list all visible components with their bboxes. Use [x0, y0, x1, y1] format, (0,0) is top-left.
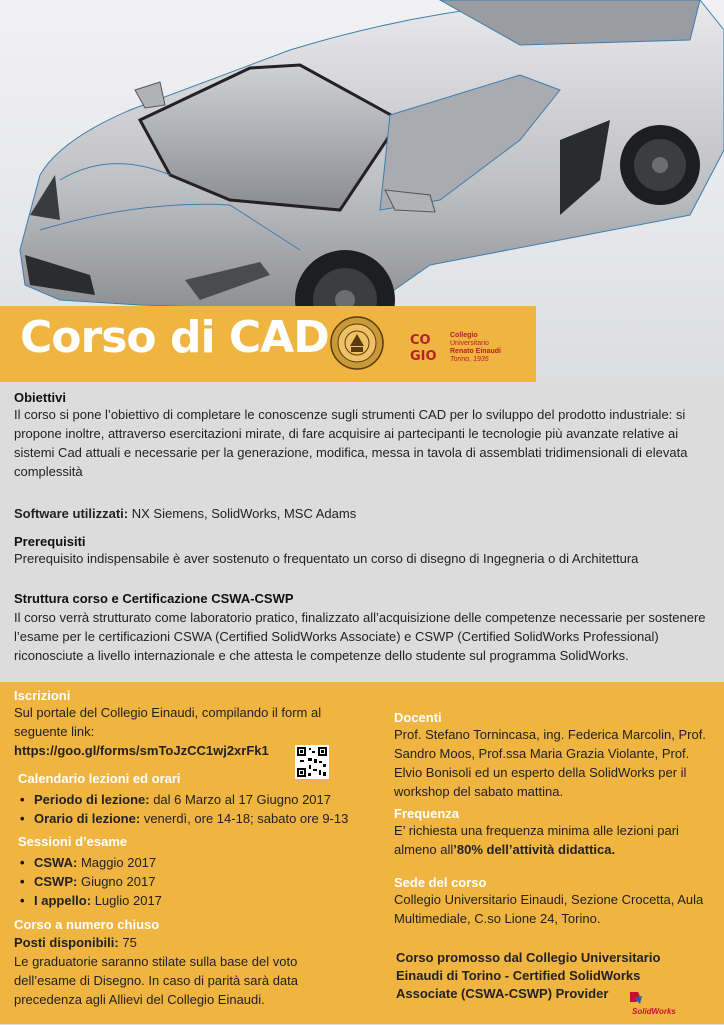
svg-text:GIO: GIO: [410, 349, 437, 364]
sessioni-section: [18, 834, 378, 910]
obiettivi-title: Obiettivi: [14, 390, 67, 405]
iscrizioni-link[interactable]: https://goo.gl/forms/smToJzCC1wj2xrFk1: [14, 743, 269, 758]
numero-chiuso-title: Corso a numero chiuso: [14, 917, 160, 932]
numero-chiuso-section: [14, 917, 354, 1009]
struttura-section: [14, 591, 714, 665]
collegio-text: Collegio Universitario Renato Einaudi Torino, 1935: [450, 332, 501, 363]
page-title: Corso di CAD: [20, 312, 329, 363]
struttura-title: Struttura corso e Certificazione CSWA-CSWP: [14, 591, 294, 606]
list-item: • CSWP: Giugno 2017: [18, 872, 378, 891]
collegio-mark-icon: [408, 326, 448, 366]
solidworks-label: SolidWorks: [632, 1007, 676, 1016]
svg-text:CO: CO: [410, 333, 431, 348]
software-label: Software utilizzati:: [14, 506, 129, 521]
promosso-text: Corso promosso dal Collegio Universitario Einaudi di Torino - Certified SolidWorks Associate (CSWA-CSWP) Provider: [396, 950, 661, 1001]
calendario-title: Calendario lezioni ed orari: [18, 771, 181, 786]
sede-section: [394, 875, 709, 928]
prerequisiti-text: Prerequisito indispensabile è aver sostenuto o frequentato un corso di disegno di Ingegneria o di Architettura: [14, 551, 639, 566]
prerequisiti-section: [14, 534, 714, 568]
title-banner: [0, 306, 536, 382]
frequenza-text: E’ richiesta una frequenza minima alle lezioni pari almeno all’80% dell’attività didattica.: [394, 823, 679, 857]
docenti-title: Docenti: [394, 710, 442, 725]
collegio-logo: [408, 326, 508, 366]
sessioni-list: [18, 853, 378, 910]
obiettivi-section: [14, 390, 714, 481]
sede-text: Collegio Universitario Einaudi, Sezione Crocetta, Aula Multimediale, C.so Lione 24, Torino.: [394, 892, 704, 926]
numero-chiuso-text: Le graduatorie saranno stilate sulla base del voto dell’esame di Disegno. In caso di parità sarà data precedenza agli Allievi del Collegio Einaudi.: [14, 954, 298, 1007]
sede-title: Sede del corso: [394, 875, 487, 890]
solidworks-logo: [624, 990, 674, 1020]
software-value: NX Siemens, SolidWorks, MSC Adams: [131, 506, 357, 521]
list-item: • CSWA: Maggio 2017: [18, 853, 378, 872]
calendario-section: [18, 771, 378, 828]
iscrizioni-text: Sul portale del Collegio Einaudi, compilando il form al seguente link:: [14, 705, 322, 739]
docenti-text: Prof. Stefano Tornincasa, ing. Federica Marcolin, Prof. Sandro Moos, Prof.ssa Maria Grazia Violante, Prof. Elvio Bonisoli ed un esperto della SolidWorks per il workshop del sabato mattina.: [394, 727, 706, 799]
frequenza-title: Frequenza: [394, 806, 460, 821]
software-line: [14, 504, 714, 523]
list-item: • Periodo di lezione: dal 6 Marzo al 17 Giugno 2017: [18, 790, 378, 809]
prerequisiti-title: Prerequisiti: [14, 534, 86, 549]
obiettivi-text: Il corso si pone l’obiettivo di completare le conoscenze sugli strumenti CAD per lo sviluppo del prodotto industriale: si propone inoltre, attraverso esercitazioni mirate, di fare acquisire ai partecipanti le tecnologie più avanzate relative ai sistemi Cad attuali e necessarie per la generazione, modifica, messa in tavola di assemblati tridimensionali di elevata complessità: [14, 407, 688, 479]
list-item: • Orario di lezione: venerdì, ore 14-18; sabato ore 9-13: [18, 809, 378, 828]
politecnico-seal-icon: [330, 316, 384, 370]
sessioni-title: Sessioni d’esame: [18, 834, 128, 849]
list-item: • I appello: Luglio 2017: [18, 891, 378, 910]
iscrizioni-title: Iscrizioni: [14, 688, 71, 703]
calendario-list: [18, 790, 378, 828]
frequenza-section: [394, 806, 709, 859]
struttura-text: Il corso verrà strutturato come laboratorio pratico, finalizzato all’acquisizione delle competenze necessarie per sostenere l’esame per le certificazioni CSWA (Certified SolidWorks Associate) e CSWP (Certified SolidWorks Professional) riconosciute a livello internazionale e che attesta le competenze dello studente sul programma SolidWorks.: [14, 610, 706, 663]
docenti-section: [394, 710, 709, 801]
posti-line: Posti disponibili: 75: [14, 935, 137, 950]
